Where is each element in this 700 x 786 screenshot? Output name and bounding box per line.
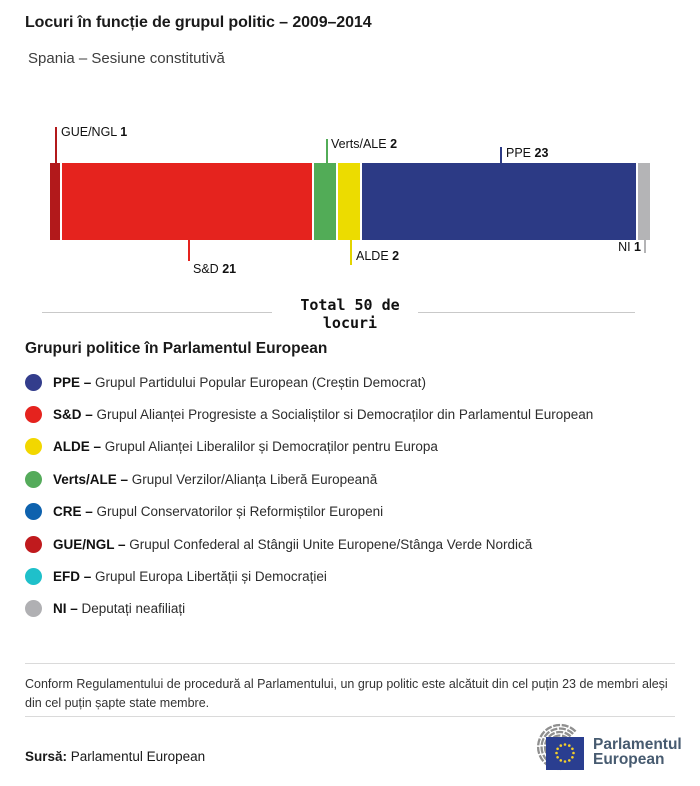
leader-line-verts-ale (326, 139, 328, 163)
legend-item-ni (25, 593, 687, 625)
legend-item-verts-ale (25, 463, 687, 495)
european-parliament-logo (515, 722, 687, 774)
legend-item-cre (25, 496, 687, 528)
bar-segment-verts-ale (314, 163, 338, 240)
legend-dot-efd (25, 568, 42, 585)
legend-dot-s-d (25, 406, 42, 423)
legend-dot-verts-ale (25, 471, 42, 488)
bar-label-s-d: S&D 21 (193, 262, 237, 276)
bar-label-alde: ALDE 2 (356, 249, 400, 263)
legend-dot-gue-ngl (25, 536, 42, 553)
footer-rule-top (25, 663, 675, 664)
footnote: Conform Regulamentului de procedură al Parlamentului, un grup politic este alcătuit din cel puțin 23 de membri aleși din cel puțin șapte state membre. (25, 677, 668, 710)
legend-item-efd (25, 560, 687, 592)
leader-line-s-d (188, 240, 190, 261)
legend-label-cre: CRE – Grupul Conservatorilor și Reformiștilor Europeni (53, 504, 384, 520)
footer-rule-bottom (25, 716, 675, 717)
legend-label-efd: EFD – Grupul Europa Libertății și Democrației (53, 569, 327, 585)
logo-text-line2: European (593, 751, 665, 768)
bar-segment-ppe (362, 163, 638, 240)
legend-label-gue-ngl: GUE/NGL – Grupul Confederal al Stângii Unite Europene/Stânga Verde Nordică (53, 536, 533, 552)
legend-label-alde: ALDE – Grupul Alianței Liberalilor și Democraților pentru Europa (53, 439, 438, 455)
leader-line-ni (644, 240, 646, 253)
legend-item-gue-ngl (25, 528, 687, 560)
legend-list (25, 366, 687, 625)
legend-label-s-d: S&D – Grupul Alianței Progresiste a Socialiștilor si Democraților din Parlamentul European (53, 407, 594, 423)
bar-segment-ni (638, 163, 650, 240)
total-seats-line1: Total 50 de (300, 296, 400, 314)
bar-segment-alde (338, 163, 362, 240)
total-seats-line2: locuri (322, 314, 378, 332)
legend-item-ppe (25, 366, 687, 398)
leader-line-alde (350, 240, 352, 265)
legend-dot-alde (25, 438, 42, 455)
legend-heading: Grupuri politice în Parlamentul European (25, 340, 328, 357)
bar-segment-gue-ngl (50, 163, 62, 240)
source-label: Sursă: (25, 749, 68, 764)
legend-label-verts-ale: Verts/ALE – Grupul Verzilor/Alianța Liberă Europeană (53, 471, 378, 487)
source-line (25, 749, 205, 764)
legend-label-ni: NI – Deputați neafiliați (53, 601, 186, 617)
bar-label-verts-ale: Verts/ALE 2 (331, 137, 398, 151)
bar-label-ni: NI 1 (618, 240, 641, 254)
chart-title: Locuri în funcție de grupul politic – 2009–2014 (25, 14, 372, 31)
leader-line-ppe (500, 147, 502, 163)
logo-text-line1: Parlamentul (593, 736, 682, 753)
legend-dot-ppe (25, 374, 42, 391)
legend-dot-ni (25, 600, 42, 617)
legend-dot-cre (25, 503, 42, 520)
total-seats-label (0, 296, 700, 332)
leader-line-gue-ngl (55, 127, 57, 163)
legend-item-s-d (25, 398, 687, 430)
eu-flag-icon (546, 737, 584, 770)
bar-label-ppe: PPE 23 (506, 146, 549, 160)
bar-label-gue-ngl: GUE/NGL 1 (61, 125, 128, 139)
legend-label-ppe: PPE – Grupul Partidului Popular European (Creștin Democrat) (53, 374, 426, 390)
legend-item-alde (25, 431, 687, 463)
source-value: Parlamentul European (70, 749, 206, 764)
bar-segment-s-d (62, 163, 314, 240)
chart-subtitle: Spania – Sesiune constitutivă (28, 50, 225, 67)
